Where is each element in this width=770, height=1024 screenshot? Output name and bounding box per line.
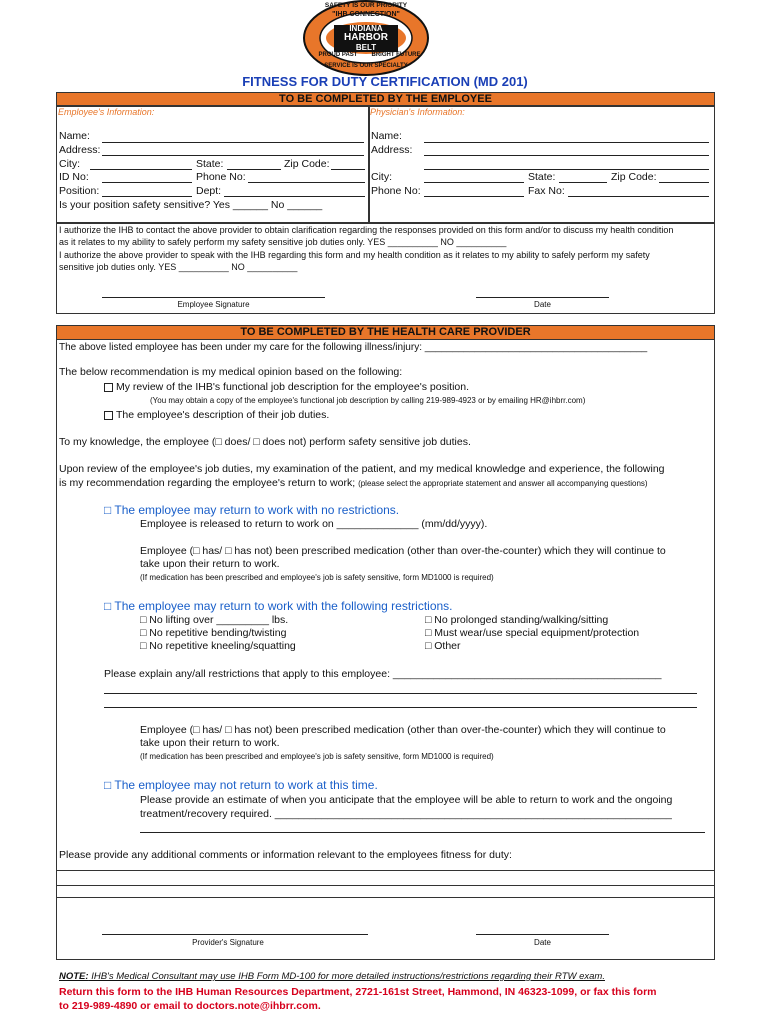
- provider-signature-box: [56, 897, 715, 960]
- basis-checkbox-2[interactable]: [104, 411, 113, 420]
- logo-line1: INDIANA: [349, 24, 383, 33]
- phys-name-label: Name:: [371, 130, 402, 142]
- knowledge-statement: To my knowledge, the employee (□ does/ □ does not) perform safety sensitive job duties.: [59, 436, 471, 448]
- emp-state-label: State:: [196, 158, 224, 170]
- logo-ring-top: SAFETY IS OUR PRIORITY: [324, 2, 408, 9]
- basis-option-1-label: My review of the IHB's functional job description for the employee's position.: [116, 381, 470, 393]
- emp-name-label: Name:: [59, 130, 90, 142]
- phys-address-line2[interactable]: [424, 169, 709, 170]
- emp-phone-field[interactable]: [248, 182, 365, 183]
- provider-date-field[interactable]: [476, 934, 609, 935]
- logo-motto-left: PROUD PAST: [318, 52, 358, 58]
- logo-connection: "IHB CONNECTION": [332, 11, 400, 18]
- page-title: FITNESS FOR DUTY CERTIFICATION (MD 201): [242, 74, 528, 89]
- emp-zip-field[interactable]: [331, 169, 365, 170]
- estimate-line-2: treatment/recovery required. ____________________________________________________________________: [140, 808, 672, 820]
- review-line-2: [59, 477, 648, 489]
- phys-phone-field[interactable]: [424, 196, 524, 197]
- phys-zip-label: Zip Code:: [611, 171, 657, 183]
- medication-note-a: (If medication has been prescribed and employee's job is safety sensitive, form MD1000 is required): [140, 573, 494, 582]
- employee-info-header: Employee's Information:: [58, 107, 155, 117]
- provider-signature-field[interactable]: [102, 934, 368, 935]
- restriction-lifting[interactable]: □ No lifting over _________ lbs.: [140, 614, 289, 626]
- comments-prompt: Please provide any additional comments or information relevant to the employees fitness for duty:: [59, 849, 512, 861]
- employee-date-field[interactable]: [476, 297, 609, 298]
- phys-city-field[interactable]: [424, 182, 524, 183]
- review-line-1: Upon review of the employee's job duties, my examination of the patient, and my medical knowledge and experience, the following: [59, 463, 665, 475]
- restriction-other[interactable]: □ Other: [425, 640, 461, 652]
- emp-dept-label: Dept:: [196, 185, 222, 197]
- authorization-text-2: I authorize the above provider to speak with the IHB regarding this form and my health condition as it relates to my ability to safely perform my safety sensitive job duties only. YES __________ NO __________: [59, 250, 650, 272]
- restriction-standing[interactable]: □ No prolonged standing/walking/sitting: [425, 614, 609, 626]
- logo-motto-right: BRIGHT FUTURE: [371, 52, 421, 58]
- review-line-2-note: (please select the appropriate statement and answer all accompanying questions): [358, 479, 648, 488]
- option-not-return[interactable]: □ The employee may not return to work at this time.: [104, 778, 378, 792]
- emp-state-field[interactable]: [227, 169, 281, 170]
- provider-signature-label: Provider's Signature: [192, 938, 264, 947]
- authorization-text-1: I authorize the IHB to contact the above provider to obtain clarification regarding the responses provided on this form and/or to discuss my health condition as it relates to my ability to safely perform my safety sensitive job duties only. YES __________ NO __________: [59, 225, 674, 247]
- review-line-2-text: is my recommendation regarding the employee's return to work;: [59, 477, 356, 489]
- emp-id-label: ID No:: [59, 171, 89, 183]
- release-date-line: Employee is released to return to work on ______________ (mm/dd/yyyy).: [140, 518, 488, 530]
- basis-checkbox-1[interactable]: [104, 383, 113, 392]
- medication-line-1a: Employee (□ has/ □ has not) been prescribed medication (other than over-the-counter) which they will continue to: [140, 545, 666, 557]
- phys-fax-field[interactable]: [568, 196, 709, 197]
- ihb-logo: [302, 0, 430, 76]
- explain-line-3[interactable]: [104, 707, 697, 708]
- option-no-restrictions[interactable]: □ The employee may return to work with no restrictions.: [104, 503, 400, 517]
- phys-name-field[interactable]: [424, 142, 709, 143]
- medication-line-1b: Employee (□ has/ □ has not) been prescribed medication (other than over-the-counter) which they will continue to: [140, 724, 666, 736]
- return-instructions-2: to 219-989-4890 or email to doctors.note@ihbrr.com.: [59, 1000, 321, 1012]
- basis-option-1[interactable]: [104, 381, 469, 393]
- footer-note: [59, 971, 605, 982]
- phys-zip-field[interactable]: [659, 182, 709, 183]
- emp-id-field[interactable]: [102, 182, 192, 183]
- restriction-bending[interactable]: □ No repetitive bending/twisting: [140, 627, 287, 639]
- provider-date-label: Date: [534, 938, 551, 947]
- explain-restrictions: Please explain any/all restrictions that apply to this employee: ______________________________________________: [104, 668, 662, 680]
- phys-address-label: Address:: [371, 144, 413, 156]
- logo-line2: HARBOR: [344, 32, 388, 43]
- emp-address-label: Address:: [59, 144, 101, 156]
- phys-city-label: City:: [371, 171, 392, 183]
- phys-state-field[interactable]: [559, 182, 607, 183]
- phys-fax-label: Fax No:: [528, 185, 565, 197]
- basis-option-2[interactable]: [104, 409, 329, 421]
- employee-signature-field[interactable]: [102, 297, 325, 298]
- emp-zip-label: Zip Code:: [284, 158, 330, 170]
- phys-address-field[interactable]: [424, 155, 709, 156]
- safety-sensitive-question: Is your position safety sensitive? Yes ______ No ______: [59, 199, 323, 211]
- emp-city-field[interactable]: [90, 169, 192, 170]
- emp-city-label: City:: [59, 158, 80, 170]
- medication-note-b: (If medication has been prescribed and employee's job is safety sensitive, form MD1000 is required): [140, 752, 494, 761]
- medication-line-2a: take upon their return to work.: [140, 558, 280, 570]
- emp-address-field[interactable]: [102, 155, 364, 156]
- emp-dept-field[interactable]: [224, 196, 365, 197]
- basis-note: (You may obtain a copy of the employee's functional job description by calling 219-989-4923 or by emailing HR@ihbrr.com): [150, 396, 586, 405]
- basis-heading: The below recommendation is my medical opinion based on the following:: [59, 366, 403, 378]
- basis-option-2-label: The employee's description of their job duties.: [116, 409, 330, 421]
- explain-line-2[interactable]: [104, 693, 697, 694]
- emp-position-field[interactable]: [102, 196, 192, 197]
- footer-note-text: IHB's Medical Consultant may use IHB Form MD-100 for more detailed instructions/restrictions regarding their RTW exam.: [88, 971, 605, 982]
- employee-section-bar: TO BE COMPLETED BY THE EMPLOYEE: [56, 92, 715, 107]
- physician-info-box: [368, 105, 715, 224]
- emp-position-label: Position:: [59, 185, 100, 197]
- phys-phone-label: Phone No:: [371, 185, 421, 197]
- emp-name-field[interactable]: [102, 142, 364, 143]
- medication-line-2b: take upon their return to work.: [140, 737, 280, 749]
- provider-section-bar: TO BE COMPLETED BY THE HEALTH CARE PROVIDER: [56, 325, 715, 340]
- employee-signature-label: Employee Signature: [177, 300, 250, 309]
- employee-date-label: Date: [534, 300, 551, 309]
- comments-box-row-2[interactable]: [56, 884, 715, 898]
- logo-line3: BELT: [355, 43, 377, 52]
- option-with-restrictions[interactable]: □ The employee may return to work with the following restrictions.: [104, 599, 453, 613]
- restriction-kneeling[interactable]: □ No repetitive kneeling/squatting: [140, 640, 296, 652]
- care-line: The above listed employee has been under my care for the following illness/injury: ________________________________________: [59, 342, 648, 353]
- footer-note-label: NOTE:: [59, 971, 89, 982]
- return-instructions-1: Return this form to the IHB Human Resources Department, 2721-161st Street, Hammond, IN 46323-1099, or fax this form: [59, 986, 657, 998]
- restriction-equipment[interactable]: □ Must wear/use special equipment/protection: [425, 627, 640, 639]
- physician-info-header: Physician's Information:: [370, 107, 465, 117]
- estimate-line-3[interactable]: [140, 832, 705, 833]
- estimate-line-1: Please provide an estimate of when you anticipate that the employee will be able to return to work and the ongoing: [140, 794, 673, 806]
- logo-ring-bottom: SERVICE IS OUR SPECIALTY: [324, 63, 408, 69]
- emp-phone-label: Phone No:: [196, 171, 246, 183]
- phys-state-label: State:: [528, 171, 556, 183]
